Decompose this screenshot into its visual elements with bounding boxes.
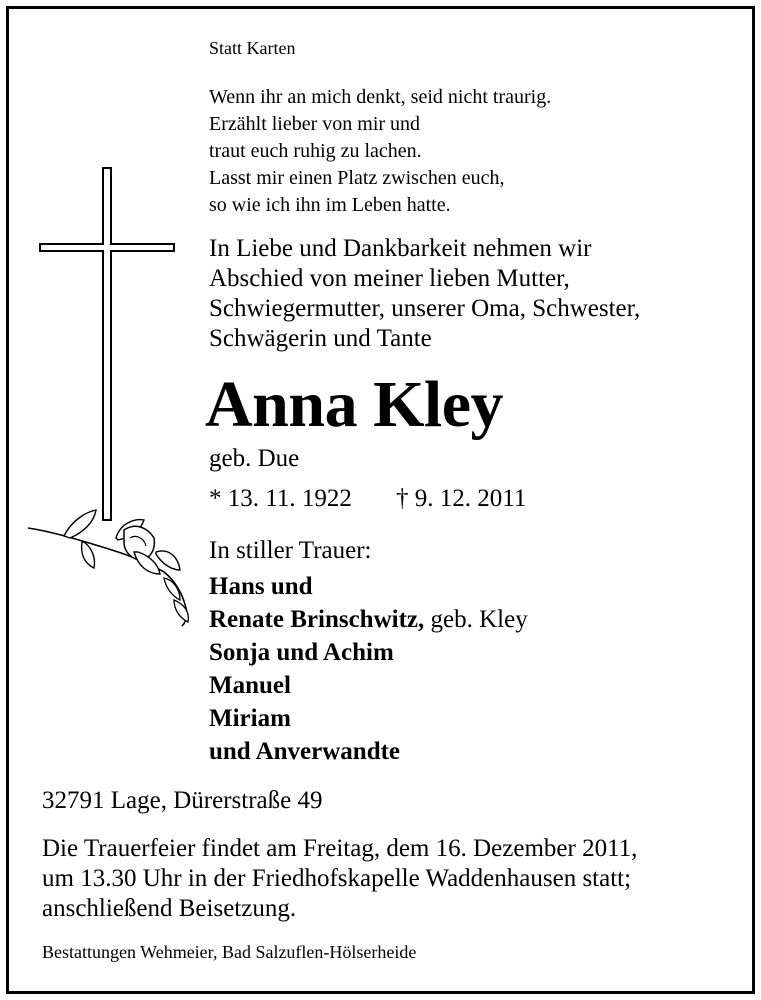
poem-line: so wie ich ihn im Leben hatte. <box>209 194 451 216</box>
mourner-line: Manuel <box>209 672 291 699</box>
death-date: † 9. 12. 2011 <box>396 485 527 512</box>
mourners-heading: In stiller Trauer: <box>209 537 372 564</box>
undertaker: Bestattungen Wehmeier, Bad Salzuflen-Hölserheide <box>42 942 417 962</box>
mourner-name: Renate Brinschwitz, <box>209 606 425 633</box>
mourners-list <box>209 570 528 768</box>
intro-line: Abschied von meiner lieben Mutter, <box>209 265 570 292</box>
mourner-line: Sonja und Achim <box>209 639 394 666</box>
deceased-name: Anna Kley <box>205 368 504 441</box>
intro-line: In Liebe und Dankbarkeit nehmen wir <box>209 235 592 262</box>
mourner-line: und Anverwandte <box>209 738 401 765</box>
mourner-line: Hans und <box>209 573 313 600</box>
service-line: Die Trauerfeier findet am Freitag, dem 16. Dezember 2011, <box>42 835 638 862</box>
birth-date: * 13. 11. 1922 <box>209 485 352 512</box>
poem <box>209 84 551 219</box>
mourner-birth-name: geb. Kley <box>424 606 528 633</box>
address: 32791 Lage, Dürerstraße 49 <box>42 787 323 814</box>
poem-line: Lasst mir einen Platz zwischen euch, <box>209 167 505 189</box>
intro-line: Schwiegermutter, unserer Oma, Schwester, <box>209 295 641 322</box>
intro-line: Schwägerin und Tante <box>209 325 432 352</box>
service-line: um 13.30 Uhr in der Friedhofskapelle Waddenhausen statt; <box>42 865 632 892</box>
poem-line: Erzählt lieber von mir und <box>209 113 421 135</box>
intro-text <box>209 234 640 354</box>
mourner-line: Miriam <box>209 705 291 732</box>
cross-with-rose-icon <box>24 160 204 640</box>
mourner-line <box>209 603 528 636</box>
service-line: anschließend Beisetzung. <box>42 895 297 922</box>
poem-line: traut euch ruhig zu lachen. <box>209 140 422 162</box>
poem-line: Wenn ihr an mich denkt, seid nicht traurig. <box>209 86 552 108</box>
statt-karten-label: Statt Karten <box>209 38 296 58</box>
birth-name: geb. Due <box>209 445 300 472</box>
service-info <box>42 834 637 924</box>
